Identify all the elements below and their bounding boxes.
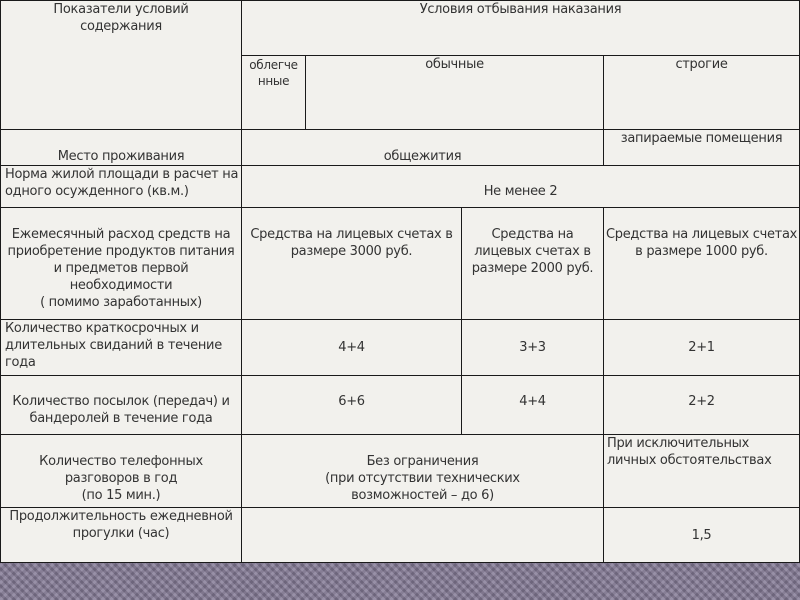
header-strict bbox=[604, 56, 799, 129]
header-indicators-label: Показатели условий содержания bbox=[53, 2, 189, 34]
header-conditions-label: Условия отбывания наказания bbox=[419, 2, 622, 17]
header-indicators bbox=[1, 1, 241, 129]
calls-strict-text: При исключительных личных обстоятельствах bbox=[607, 436, 772, 468]
walk-empty bbox=[242, 508, 603, 562]
expenses-ordinary bbox=[462, 208, 603, 319]
visits-strict-text: 2+1 bbox=[688, 340, 715, 355]
calls-label: Количество телефонных разговоров в год (по 15 мин.) bbox=[39, 454, 203, 503]
expenses-strict bbox=[604, 208, 799, 319]
header-ordinary-label: обычные bbox=[425, 57, 484, 72]
parcels-light-text: 6+6 bbox=[338, 394, 365, 409]
parcels-light bbox=[242, 376, 461, 434]
living-space-label: Норма жилой площади в расчет на одного осужденного (кв.м.) bbox=[5, 167, 239, 199]
row-living-space-label bbox=[1, 166, 241, 207]
row-residence-label bbox=[1, 130, 241, 165]
header-light-label: облегче нные bbox=[249, 58, 298, 88]
walk-label: Продолжительность ежедневной прогулки (час) bbox=[9, 509, 233, 541]
parcels-strict-text: 2+2 bbox=[688, 394, 715, 409]
residence-label: Место проживания bbox=[57, 149, 185, 164]
row-parcels-label bbox=[1, 376, 241, 434]
row-walk-label bbox=[1, 508, 241, 562]
expenses-light-text: Средства на лицевых счетах в размере 3000 руб. bbox=[250, 227, 453, 259]
row-expenses-label bbox=[1, 208, 241, 319]
living-space-value-text: Не менее 2 bbox=[483, 184, 558, 199]
parcels-label: Количество посылок (передач) и бандеролей в течение года bbox=[12, 394, 230, 426]
residence-locked bbox=[604, 130, 799, 165]
residence-dorm bbox=[242, 130, 603, 165]
row-calls-label bbox=[1, 435, 241, 507]
visits-light-text: 4+4 bbox=[338, 340, 365, 355]
parcels-ordinary bbox=[462, 376, 603, 434]
expenses-ordinary-text: Средства на лицевых счетах в размере 2000 руб. bbox=[471, 227, 594, 276]
calls-strict bbox=[604, 435, 799, 507]
walk-strict-text: 1,5 bbox=[691, 527, 712, 543]
header-conditions bbox=[242, 1, 799, 55]
parcels-strict bbox=[604, 376, 799, 434]
residence-locked-text: запираемые помещения bbox=[620, 131, 783, 146]
expenses-label: Ежемесячный расход средств на приобретение продуктов питания и предметов первой необходимости ( помимо заработанных) bbox=[7, 227, 235, 310]
visits-ordinary bbox=[462, 320, 603, 375]
expenses-light bbox=[242, 208, 461, 319]
calls-unlimited-text: Без ограничения (при отсутствии технических возможностей – до 6) bbox=[325, 454, 520, 503]
visits-ordinary-text: 3+3 bbox=[519, 340, 546, 355]
walk-strict bbox=[604, 508, 799, 562]
row-visits-label bbox=[1, 320, 241, 375]
parcels-ordinary-text: 4+4 bbox=[519, 394, 546, 409]
header-light bbox=[242, 56, 305, 129]
visits-light bbox=[242, 320, 461, 375]
calls-unlimited bbox=[242, 435, 603, 507]
header-strict-label: строгие bbox=[675, 57, 728, 72]
header-ordinary bbox=[306, 56, 603, 129]
decorative-footer-band bbox=[0, 563, 800, 600]
visits-strict bbox=[604, 320, 799, 375]
living-space-value bbox=[242, 166, 799, 207]
residence-dorm-text: общежития bbox=[383, 149, 462, 164]
expenses-strict-text: Средства на лицевых счетах в размере 1000 руб. bbox=[606, 227, 798, 259]
visits-label: Количество краткосрочных и длительных свиданий в течение года bbox=[5, 321, 222, 370]
